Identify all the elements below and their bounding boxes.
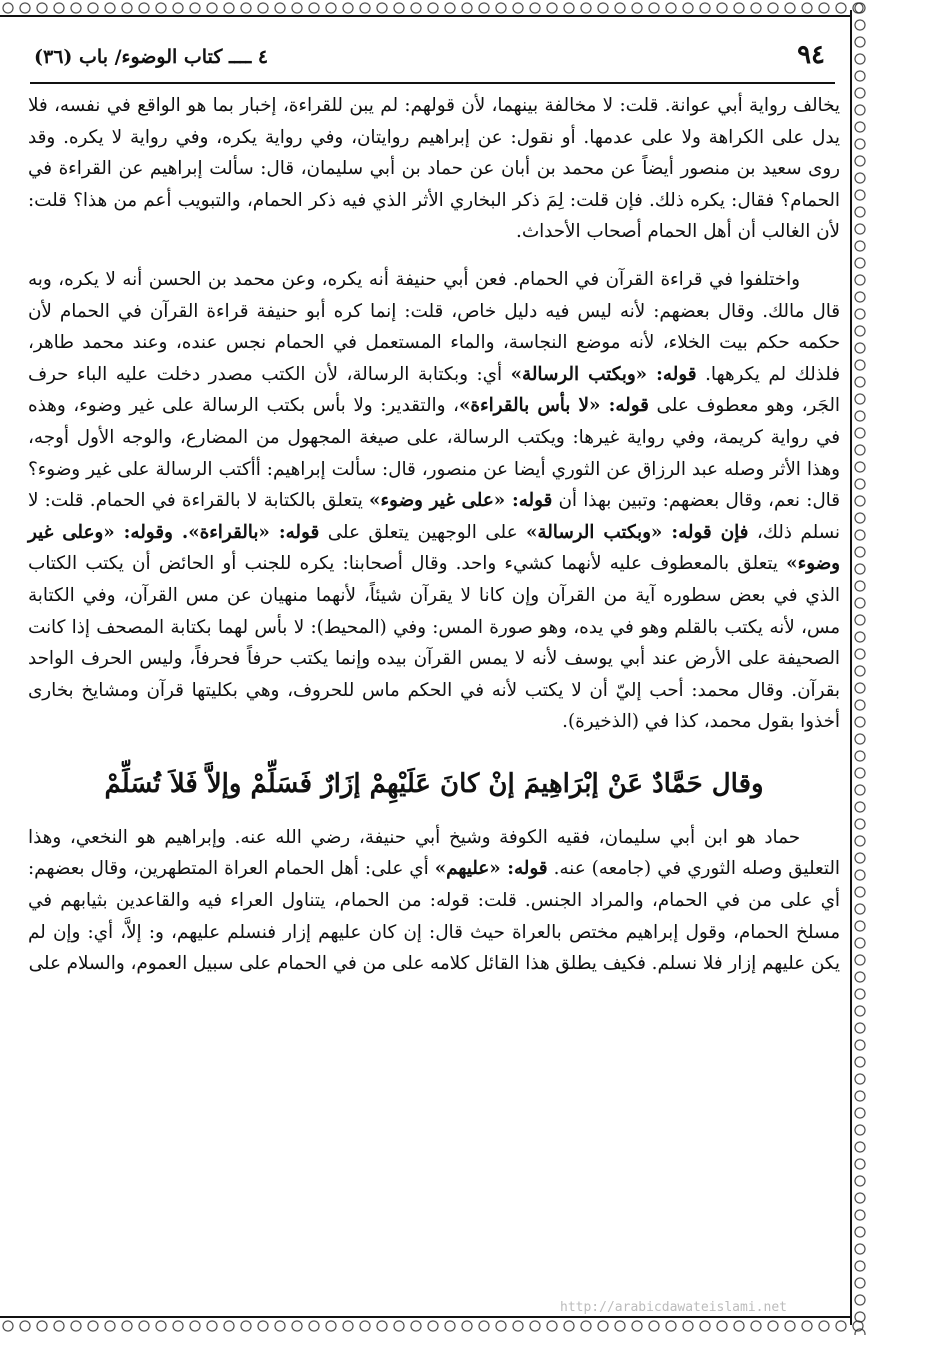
paragraph-2-text-e: على الوجهين يتعلق على [327, 521, 518, 543]
quote-bold-1: قوله: «وبكتب الرسالة» [510, 363, 697, 385]
paragraph-3 [28, 822, 840, 980]
paragraph-2-text-c: ، والتقدير: ولا بأس بكتب الرسالة على غير وضوء، وهذه في رواية كريمة، وفي رواية غيرها: ويكتب الرسالة، على صيغة المجهول من المضارع، والوجه الأول أوجه، وهذا الأثر وصله عبد الرزاق عن الثوري أيضا عن منصور، قال: سألت إبراهيم: أأكتب الرسالة على غير وضوء؟ قال: نعم، وقال بعضهم: وتبين بهذا أن [28, 395, 840, 512]
decorative-border-top [0, 0, 868, 16]
decorative-border-right [852, 0, 868, 1335]
paragraph-1: يخالف رواية أبي عوانة. قلت: لا مخالفة بينهما، لأن قولهم: لم يبن للقراءة، إخبار بما هو الواقع في نفسه، فلا يدل على الكراهة ولا على عدمها. أو نقول: عن إبراهيم روايتان، وفي رواية يكره، وفي رواية لا يكره. وقد روى سعيد بن منصور أيضاً عن محمد بن أبان عن حماد بن أبي سليمان، قال: سألت إبراهيم عن القراءة في الحمام؟ فقال: يكره ذلك. فإن قلت: لِمَ ذكر البخاري الأثر الذي فيه ذكر الحمام، والتبويب أعم من هذا؟ قلت: لأن الغالب أن أهل الحمام أصحاب الأحداث. [28, 95, 840, 243]
quote-bold-4: فإن قوله: «وبكتب الرسالة» [525, 521, 749, 543]
page-body [28, 90, 840, 980]
paragraph-2-text-a: واختلفوا في قراءة القرآن في الحمام. فعن أبي حنيفة أنه يكره، وعن محمد بن الحسن أنه لا يكره، وبه قال مالك. وقال بعضهم: لأنه ليس فيه دليل خاص، قلت: إنما كره أبو حنيفة قراءة القرآن في الحمام لأن حكمه حكم بيت الخلاء، لأنه موضع النجاسة، والماء المستعمل في الحمام نجس عنده، وعند محمد طاهر، فلذلك لم يكرهها. [28, 268, 841, 385]
quote-bold-5: قوله: «بالقراءة». وقوله: «وعلى غير وضوء» [28, 521, 840, 575]
paragraph-2-text-b: أي: وبكتابة الرسالة، لأن الكتب مصدر دخلت عليه الباء حرف الجَر، وهو معطوف على [28, 363, 841, 417]
paragraph-2 [28, 264, 840, 738]
paragraph-2-text-d: يتعلق بالكتابة لا بالقراءة في الحمام. قلت: لا نسلم ذلك، [28, 490, 841, 543]
decorative-border-bottom [0, 1318, 868, 1334]
page-number: ٩٤ [797, 40, 825, 70]
paragraph-2-text-f: يتعلق بالمعطوف عليه لأنهما كشيء واحد. وقال أصحابنا: يكره للجنب أو الحائض أن يكتب الكتاب الذي في بعض سطوره آية من القرآن وإن كانا لا يقرآن شيئاً، لأنهما منهيان عن مس القرآن، وفي الكتابة مس، لأنه يكتب بالقلم وهو في يده، وهو صورة المس: وفي (المحيط): لا بأس لهما بكتابة المصحف إذا كانت الصحيفة على الأرض عند أبي يوسف لأنه لا يمس القرآن بيده وإنما يكتب حرفاً فحرفاً، وليس الحرف الواحد بقرآن. وقال محمد: أحب إليّ أن لا يكتب لأنه في الحكم ماس للحروف، وهي بكليتها قرآن ومشايخ بخارى أخذوا بقول محمد، كذا في (الذخيرة). [28, 553, 840, 733]
hadith-heading: وقال حَمَّادٌ عَنْ إبْرَاهِيمَ إنْ كانَ عَلَيْهِمْ إزَارٌ فَسَلِّمْ وإلاَّ فَلاَ تُسَلِّمْ [104, 768, 764, 799]
paragraph-3-text-a: حماد هو ابن أبي سليمان، فقيه الكوفة وشيخ أبي حنيفة، رضي الله عنه. وإبراهيم هو النخعي، وهذا التعليق وصله الثوري في (جامعه) عنه. [28, 826, 840, 880]
quote-bold-6: قوله: «عليهم» [434, 858, 548, 880]
quote-bold-3: قوله: «على غير وضوء» [369, 490, 553, 512]
quote-bold-2: قوله: «لا بأس بالقراءة» [458, 395, 649, 417]
page-header [30, 40, 835, 84]
paragraph-3-text-b: أي على: أهل الحمام العراة المتطهرين، وقال بعضهم: أي على من في الحمام، والمراد الجنس. قلت: قوله: من الحمام، يتناول العراء فيه والقاعدين بثيابهم في مسلخ الحمام، وقول إبراهيم مختص بالعراة حيث قال: إن كان عليهم إزار فنسلم عليهم، و: إلاَّ، أي: وإن لم يكن عليهم إزار فلا نسلم. فكيف يطلق هذا القائل كلامه على من في الحمام على سبيل العموم، والسلام على [28, 858, 840, 975]
watermark-url: http://arabicdawateislami.net [560, 1300, 787, 1315]
running-head: ٤ ــــ كتاب الوضوء/ باب (٣٦) [34, 46, 269, 68]
